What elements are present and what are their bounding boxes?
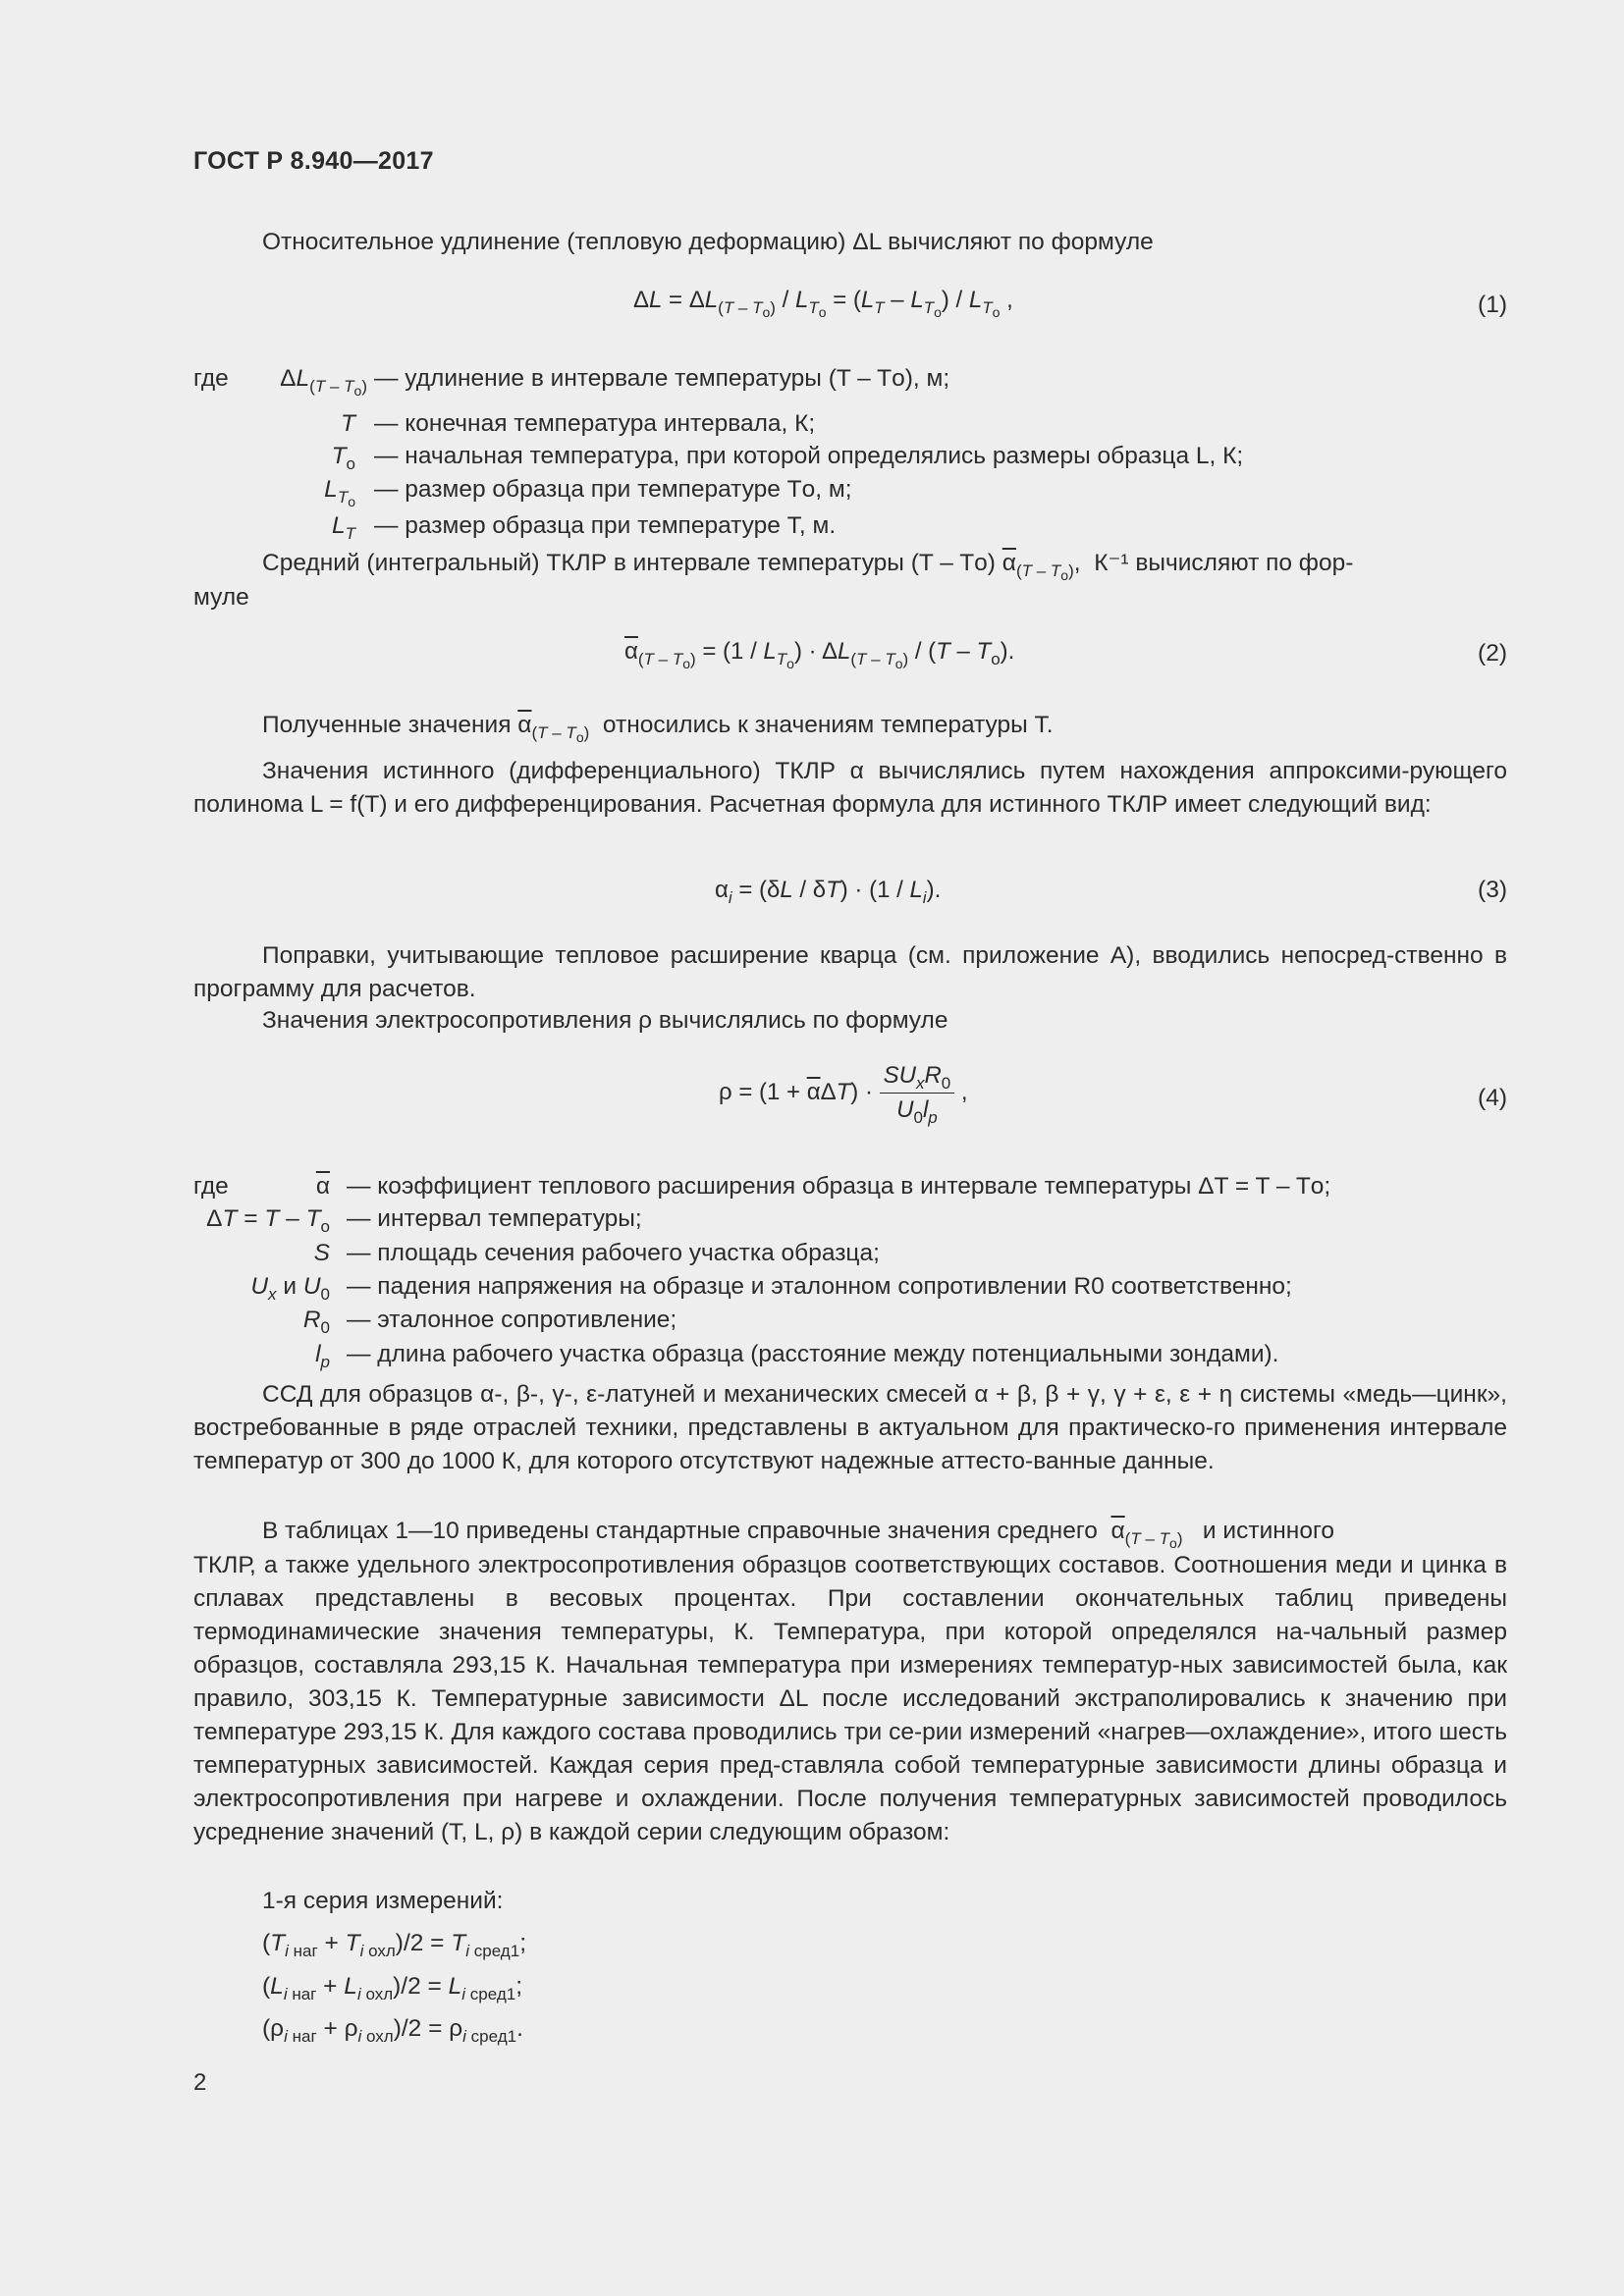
symbol-l-t: $L_T$	[331, 512, 355, 543]
paragraph-ssd: ССД для образцов α-, β-, γ-, ε-латуней и механических смесей α + β, β + γ, γ + ε, ε + η системы «медь—цинк», востребованные в ряде отраслей техники, представлены в актуальном для практическо-го применения интервале температур от 300 до 1000 К, для которого отсутствуют надежные аттесто-ванные данные.	[193, 1381, 1507, 1474]
symbol-ux-u0: $U_x$ и $U_0$	[250, 1273, 330, 1304]
series-formula-t: $(T_{i наг} + T_{i охл})/2 = T_{i сред1}$;	[262, 1930, 526, 1960]
page-number: 2	[193, 2069, 207, 2096]
paragraph-tables-line1: В таблицах 1—10 приведены стандартные справочные значения среднего $\overline{\alpha}_{(T - T_о)}$ и истинного	[262, 1518, 1334, 1551]
para3-text-a: Полученные значения	[262, 712, 512, 738]
where2-row-1: — коэффициент теплового расширения образца в интервале температуры ΔT = T – Tо;	[347, 1173, 1331, 1200]
para2-text-a: Средний (интегральный) ТКЛР в интервале температуры (T – Tо)	[262, 550, 996, 576]
equation-1-number: (1)	[1478, 292, 1507, 318]
paragraph-resistance: Значения электросопротивления ρ вычислялись по формуле	[262, 1007, 948, 1034]
where2-row-3: — площадь сечения рабочего участка образца;	[347, 1240, 880, 1266]
para8-text-b: и истинного	[1202, 1518, 1334, 1544]
series-formula-rho: $(\rho_{i наг} + \rho_{i охл})/2 = \rho_{i сред1}$.	[262, 2015, 523, 2046]
equation-4-fraction: $\frac{SU_xR_0}{U_0l_p}$	[880, 1062, 955, 1124]
symbol-r0: $R_0$	[302, 1307, 330, 1337]
paragraph-true-tklr: Значения истинного (дифференциального) ТКЛР α вычислялись путем нахождения аппроксими-рующего полинома L = f(T) и его дифференцирования. Расчетная формула для истинного ТКЛР имеет следующий вид:	[193, 758, 1507, 818]
para3-text-b: относились к значениям температуры T.	[602, 712, 1054, 738]
where-label-2: где	[193, 1173, 229, 1200]
equation-4: $\rho = (1 + \overline{\alpha}\Delta T)$ · $\frac{SU_xR_0}{U_0l_p}$ ,	[719, 1062, 968, 1127]
symbol-alpha-bar: $\overline{\alpha}$	[315, 1173, 330, 1200]
series-title: 1-я серия измерений:	[262, 1888, 504, 1914]
symbol-delta-t: $\Delta T = T - T_о$	[206, 1205, 330, 1236]
where1-row-5: — размер образца при температуре T, м.	[374, 512, 837, 539]
where1-row-1: — удлинение в интервале температуры (T – Tо), м;	[374, 365, 950, 392]
symbol-l-t0: $L_{T_о}$	[324, 476, 355, 509]
where1-row-3: — начальная температура, при которой определялись размеры образца L, К;	[374, 443, 1244, 469]
where-label: где	[193, 365, 229, 392]
symbol-lp: $l_p$	[315, 1341, 330, 1371]
equation-3-number: (3)	[1478, 877, 1507, 903]
equation-4-number: (4)	[1478, 1085, 1507, 1111]
equation-2: $\overline{\alpha}_{(T - T_о)} = (1 / L_{T_о}) \cdot \Delta L_{(T - T_о)} / (T - T_о)$.	[624, 638, 1015, 671]
paragraph-tables-body: ТКЛР, а также удельного электросопротивления образцов соответствующих составов. Соотношения меди и цинка в сплавах представлены в весовых процентах. При составлении окончательных таблиц приведены термодинамические значения температуры, К. Температура, при которой определялся на-чальный размер образцов, составляла 293,15 К. Начальная температура при измерениях температур-ных зависимостей была, как правило, 303,15 К. Температурные зависимости ΔL после исследований экстраполировались к значению при температуре 293,15 К. Для каждого состава проводились три се-рии измерений «нагрев—охлаждение», итого шесть температурных зависимостей. Каждая серия пред-ставляла собой температурные зависимости длины образца и электросопротивления при нагреве и охлаждении. После получения температурных зависимостей проводилось усреднение значений (T, L, ρ) в каждой серии следующим образом:	[193, 1552, 1507, 1845]
where2-row-5: — эталонное сопротивление;	[347, 1307, 677, 1333]
equation-1: $\Delta L = \Delta L_{(T - T_о)} / L_{T_о} = (L_T - L_{T_о}) / L_{T_о}$ ,	[633, 287, 1013, 320]
symbol-s: S	[313, 1240, 330, 1266]
para2-line-2: муле	[193, 584, 249, 611]
equation-2-number: (2)	[1478, 640, 1507, 667]
para2-text-b: К⁻¹ вычисляют по фор-	[1094, 550, 1354, 576]
standard-code: ГОСТ Р 8.940—2017	[193, 147, 434, 175]
symbol-t: T	[341, 410, 355, 437]
para8-text-a: В таблицах 1—10 приведены стандартные справочные значения среднего	[262, 1518, 1098, 1544]
paragraph-deformation: Относительное удлинение (тепловую деформацию) ΔL вычисляют по формуле	[262, 229, 1154, 255]
paragraph-obtained-values: Полученные значения $\overline{\alpha}_{(T - T_о)}$ относились к значениям температуры T.	[262, 712, 1054, 745]
paragraph-mean-tklr: Средний (интегральный) ТКЛР в интервале температуры (T – Tо) $\overline{\alpha}_{(T - T_о)}$, К⁻¹ вычисляют по фор-	[262, 550, 1354, 583]
paragraph-corrections: Поправки, учитывающие тепловое расширение кварца (см. приложение А), вводились непосред-ственно в программу для расчетов.	[193, 942, 1507, 1002]
symbol-delta-l: $\Delta L_{(T - T_о)}$	[280, 365, 367, 399]
series-formula-l: $(L_{i наг} + L_{i охл})/2 = L_{i сред1}$;	[262, 1973, 523, 2003]
where1-row-2: — конечная температура интервала, К;	[374, 410, 816, 437]
where2-row-4: — падения напряжения на образце и эталонном сопротивлении R0 соответственно;	[347, 1273, 1292, 1300]
equation-3: $\alpha_i = (\delta L / \delta T) \cdot (1 / L_i)$.	[715, 877, 942, 907]
symbol-t0: $T_о$	[331, 443, 355, 473]
where2-row-2: — интервал температуры;	[347, 1205, 642, 1232]
where2-row-6: — длина рабочего участка образца (расстояние между потенциальными зондами).	[347, 1341, 1279, 1367]
where1-row-4: — размер образца при температуре Tо, м;	[374, 476, 852, 503]
